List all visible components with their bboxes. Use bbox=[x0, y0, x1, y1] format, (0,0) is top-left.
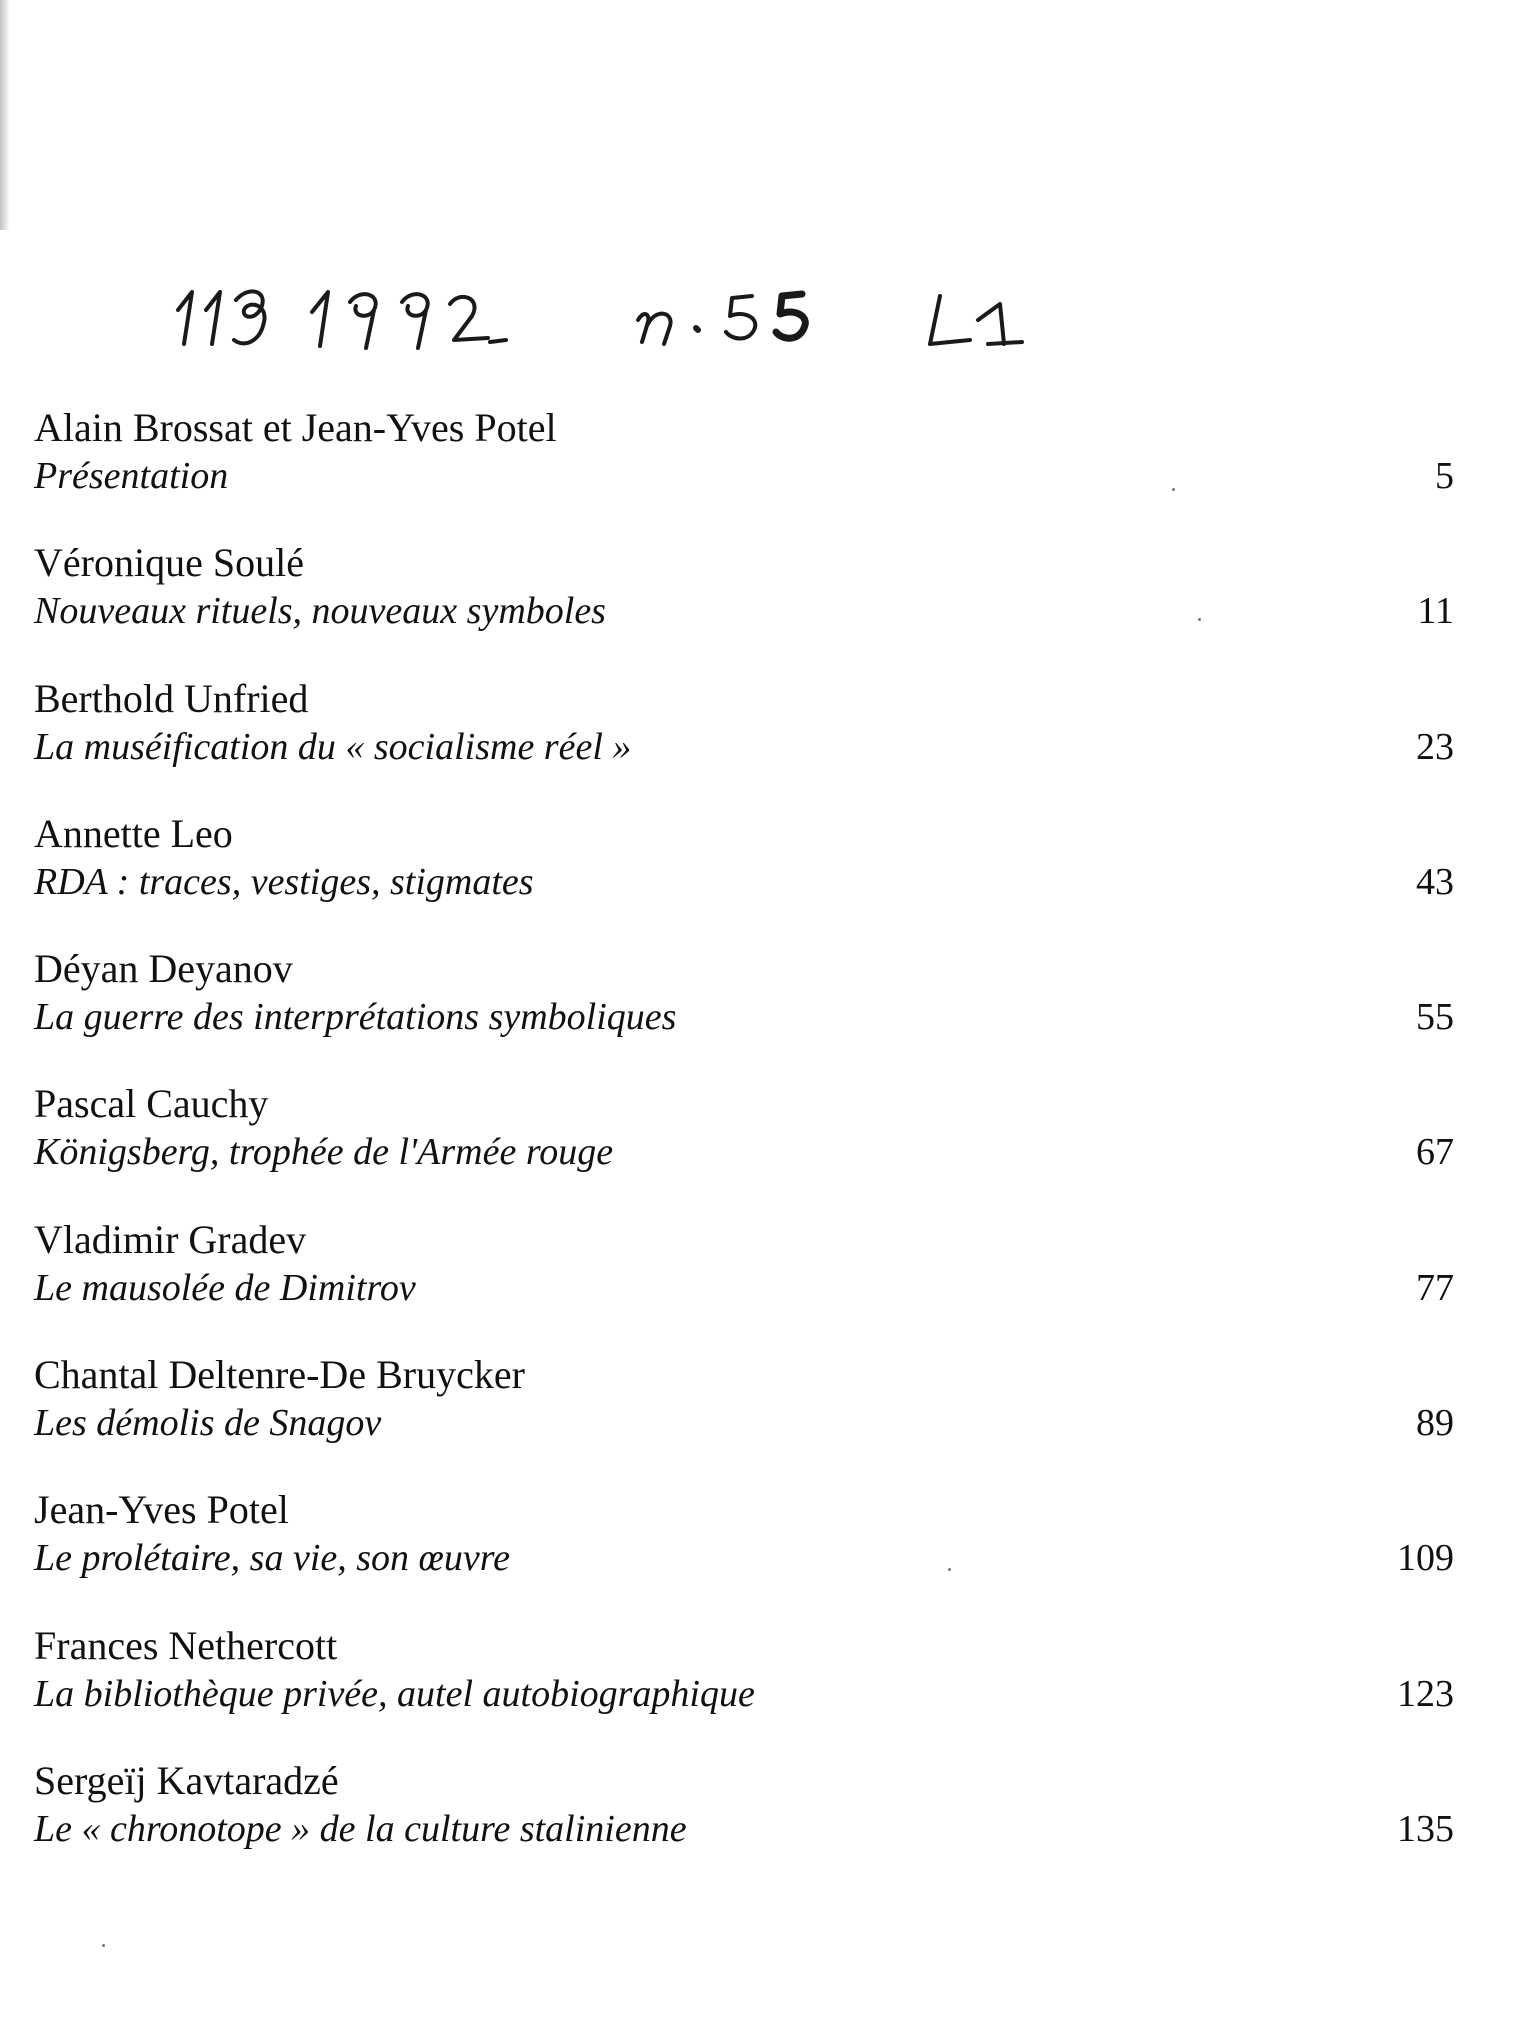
toc-entry bbox=[34, 1753, 1454, 1888]
entry-author: Berthold Unfried bbox=[34, 675, 309, 721]
handwritten-call-number-drawing bbox=[170, 270, 1150, 360]
entry-author: Véronique Soulé bbox=[34, 540, 304, 586]
entry-page-number: 89 bbox=[1416, 1402, 1454, 1445]
table-of-contents bbox=[34, 400, 1454, 1888]
toc-entry bbox=[34, 400, 1454, 535]
entry-page-number: 43 bbox=[1416, 860, 1454, 903]
toc-entry bbox=[34, 1076, 1454, 1211]
entry-title: La bibliothèque privée, autel autobiographique bbox=[34, 1672, 755, 1715]
entry-page-number: 55 bbox=[1416, 996, 1454, 1039]
scan-edge bbox=[0, 0, 10, 230]
toc-entry bbox=[34, 941, 1454, 1076]
entry-author: Annette Leo bbox=[34, 810, 233, 856]
entry-author: Déyan Deyanov bbox=[34, 946, 293, 992]
toc-entry bbox=[34, 1482, 1454, 1617]
entry-title: Le mausolée de Dimitrov bbox=[34, 1266, 416, 1309]
toc-entry bbox=[34, 806, 1454, 941]
scan-speck bbox=[948, 1568, 951, 1571]
entry-page-number: 5 bbox=[1435, 455, 1454, 497]
entry-title: Le prolétaire, sa vie, son œuvre bbox=[34, 1537, 510, 1580]
handwritten-call-number bbox=[170, 270, 1150, 360]
entry-title: Les démolis de Snagov bbox=[34, 1402, 382, 1445]
entry-title: Königsberg, trophée de l'Armée rouge bbox=[34, 1131, 614, 1174]
entry-title: Nouveaux rituels, nouveaux symboles bbox=[34, 590, 606, 633]
toc-entry bbox=[34, 671, 1454, 806]
entry-page-number: 123 bbox=[1397, 1672, 1454, 1715]
scan-speck bbox=[102, 1944, 105, 1947]
scan-speck bbox=[1172, 488, 1175, 491]
entry-page-number: 23 bbox=[1416, 725, 1454, 768]
entry-title: Le « chronotope » de la culture stalinienne bbox=[34, 1807, 687, 1850]
entry-page-number: 77 bbox=[1416, 1266, 1454, 1309]
entry-title: La guerre des interprétations symboliques bbox=[34, 996, 677, 1039]
toc-entry bbox=[34, 1347, 1454, 1482]
entry-title: Présentation bbox=[34, 455, 229, 497]
entry-title: La muséification du « socialisme réel » bbox=[34, 725, 632, 768]
entry-title: RDA : traces, vestiges, stigmates bbox=[34, 860, 534, 903]
toc-entry bbox=[34, 535, 1454, 670]
scan-speck bbox=[1198, 618, 1201, 621]
entry-page-number: 11 bbox=[1417, 590, 1454, 633]
entry-author: Pascal Cauchy bbox=[34, 1081, 269, 1127]
entry-page-number: 67 bbox=[1416, 1131, 1454, 1174]
toc-entry bbox=[34, 1618, 1454, 1753]
entry-author: Frances Nethercott bbox=[34, 1622, 338, 1668]
entry-page-number: 109 bbox=[1397, 1537, 1454, 1580]
toc-entry bbox=[34, 1212, 1454, 1347]
entry-author: Vladimir Gradev bbox=[34, 1216, 307, 1262]
entry-author: Sergeïj Kavtaradzé bbox=[34, 1757, 339, 1803]
entry-author: Alain Brossat et Jean-Yves Potel bbox=[34, 405, 557, 450]
entry-page-number: 135 bbox=[1397, 1807, 1454, 1850]
entry-author: Chantal Deltenre-De Bruycker bbox=[34, 1352, 525, 1398]
entry-author: Jean-Yves Potel bbox=[34, 1487, 289, 1533]
